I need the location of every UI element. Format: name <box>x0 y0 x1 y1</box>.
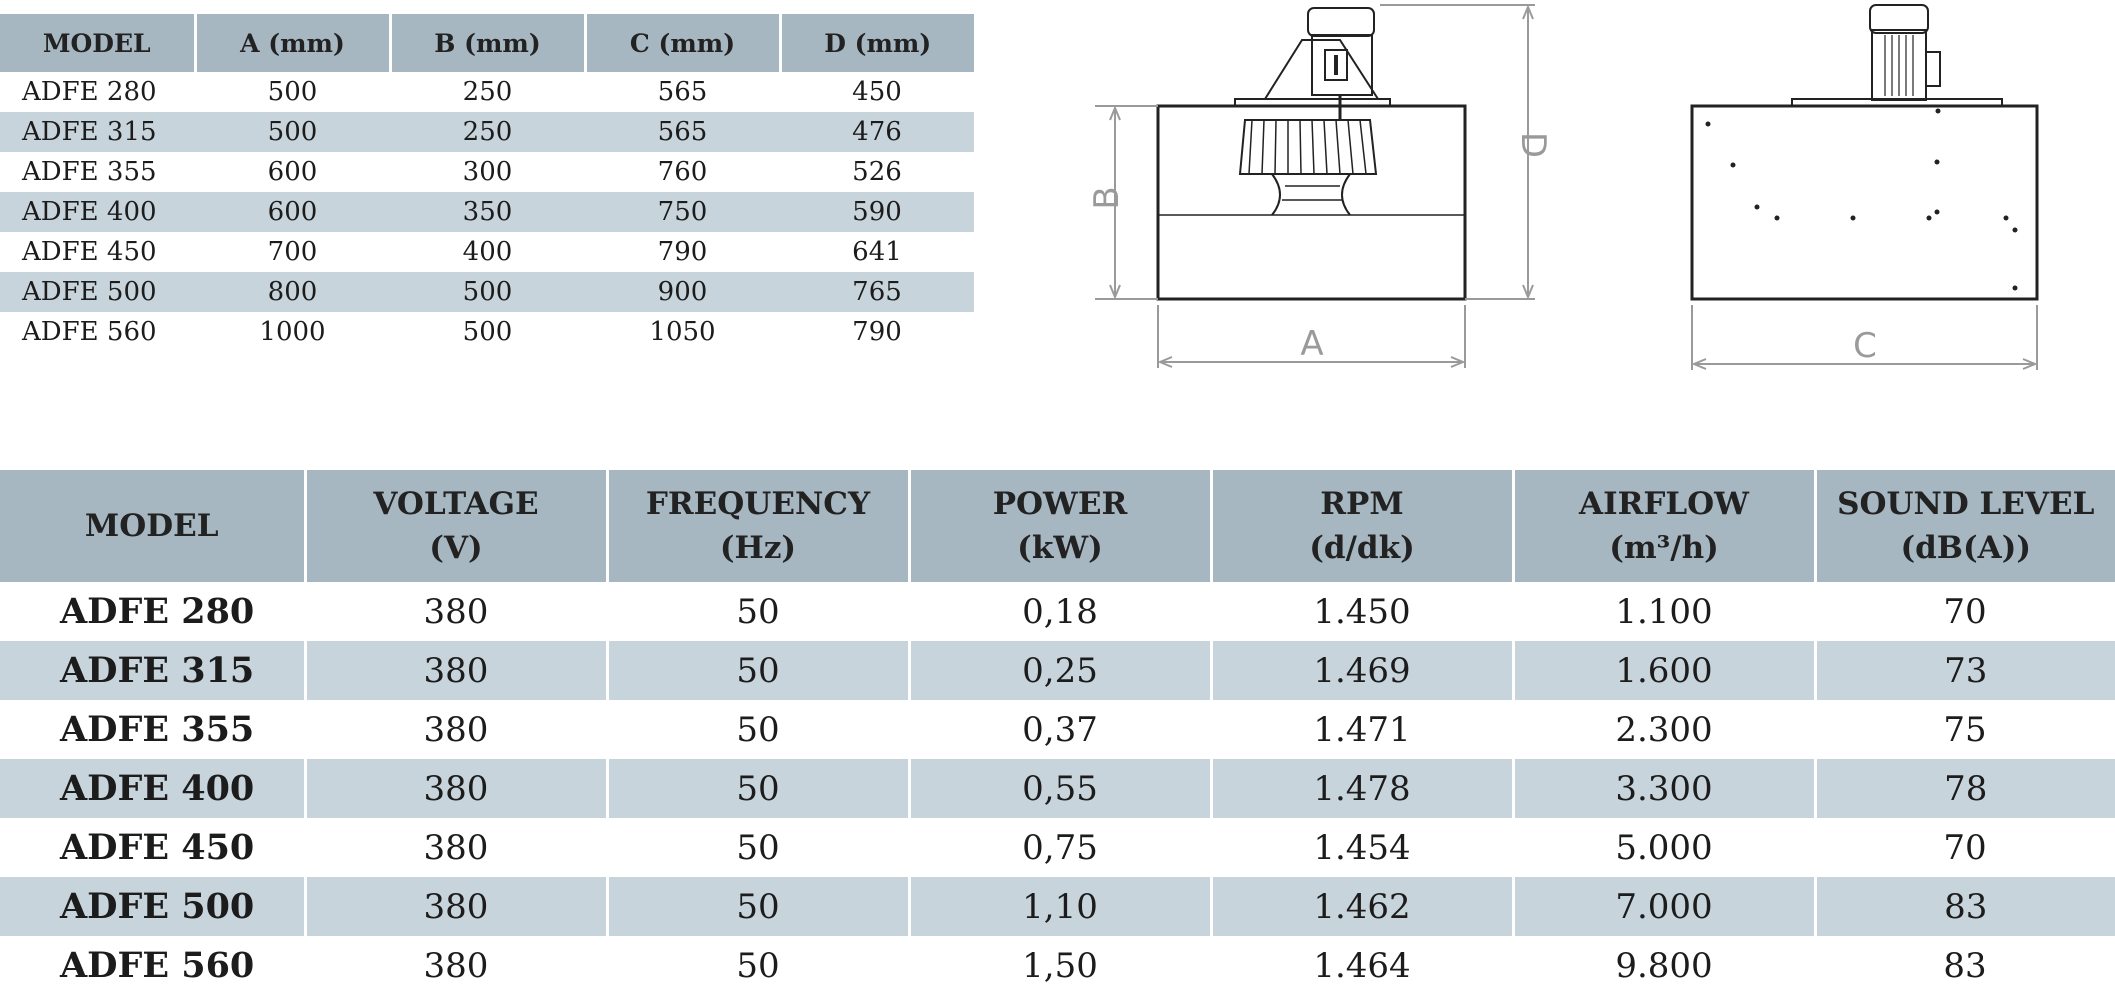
c-cell: 750 <box>585 192 780 232</box>
table-row <box>0 192 974 232</box>
rpm-cell: 1.478 <box>1211 759 1513 818</box>
c-cell: 900 <box>585 272 780 312</box>
specifications-header-row <box>0 470 2115 582</box>
a-cell: 500 <box>267 77 318 107</box>
b-cell: 250 <box>462 77 513 107</box>
spec-header-rpm: RPM (d/dk) <box>1211 470 1513 582</box>
c-cell: 565 <box>657 77 708 107</box>
spec-header-airflow: AIRFLOW (m³/h) <box>1513 470 1815 582</box>
b-cell: 350 <box>390 192 585 232</box>
airflow-cell: 1.100 <box>1615 591 1713 632</box>
d-cell: 641 <box>852 237 902 267</box>
table-row <box>0 112 974 152</box>
a-cell: 700 <box>267 237 318 267</box>
front-view <box>1158 8 1465 299</box>
d-cell: 526 <box>852 157 902 187</box>
dim-header-c: C (mm) <box>585 14 780 72</box>
voltage-cell: 380 <box>305 759 607 818</box>
table-row <box>0 700 2115 759</box>
dim-header-a: A (mm) <box>195 14 390 72</box>
voltage-cell: 380 <box>423 827 489 868</box>
spec-header-frequency: FREQUENCY (Hz) <box>607 470 909 582</box>
voltage-cell: 380 <box>423 945 489 986</box>
d-cell: 590 <box>780 192 974 232</box>
frequency-cell: 50 <box>736 945 780 986</box>
a-cell: 800 <box>195 272 390 312</box>
b-cell: 400 <box>462 237 513 267</box>
sound-level-cell: 75 <box>1943 709 1987 750</box>
airflow-cell: 9.800 <box>1615 945 1713 986</box>
model-cell: ADFE 400 <box>0 759 305 818</box>
voltage-cell: 380 <box>423 591 489 632</box>
c-cell: 760 <box>657 157 708 187</box>
rpm-cell: 1.464 <box>1313 945 1411 986</box>
power-cell: 0,18 <box>1022 591 1098 632</box>
dimensions-header-row <box>0 14 974 72</box>
b-cell: 300 <box>462 157 513 187</box>
power-cell: 0,25 <box>909 641 1211 700</box>
model-cell: ADFE 450 <box>60 827 255 868</box>
model-cell: ADFE 560 <box>60 945 255 986</box>
spec-header-voltage: VOLTAGE (V) <box>305 470 607 582</box>
dim-header-model: MODEL <box>0 14 195 72</box>
power-cell: 0,75 <box>1022 827 1098 868</box>
power-cell: 0,55 <box>909 759 1211 818</box>
model-cell: ADFE 355 <box>60 709 255 750</box>
b-cell: 500 <box>390 272 585 312</box>
table-row <box>0 272 974 312</box>
airflow-cell: 2.300 <box>1615 709 1713 750</box>
airflow-cell: 5.000 <box>1615 827 1713 868</box>
d-cell: 790 <box>852 317 902 347</box>
d-cell: 450 <box>852 77 902 107</box>
dimension-label-a: A <box>1300 324 1324 364</box>
dim-header-b: B (mm) <box>390 14 585 72</box>
model-cell: ADFE 560 <box>22 317 157 347</box>
rpm-cell: 1.450 <box>1313 591 1411 632</box>
specifications-table <box>0 470 2115 995</box>
d-cell: 765 <box>780 272 974 312</box>
frequency-cell: 50 <box>736 709 780 750</box>
b-cell: 500 <box>462 317 513 347</box>
sound-level-cell: 73 <box>1815 641 2115 700</box>
dim-header-d: D (mm) <box>780 14 974 72</box>
a-cell: 600 <box>267 157 318 187</box>
table-row <box>0 936 2115 995</box>
table-row <box>0 232 974 272</box>
table-row <box>0 152 974 192</box>
table-row <box>0 877 2115 936</box>
sound-level-cell: 83 <box>1943 945 1987 986</box>
frequency-cell: 50 <box>736 591 780 632</box>
frequency-cell: 50 <box>607 759 909 818</box>
dimension-label-d: D <box>1513 131 1553 159</box>
airflow-cell: 1.600 <box>1513 641 1815 700</box>
c-cell: 1050 <box>649 317 716 347</box>
model-cell: ADFE 400 <box>0 192 195 232</box>
table-row <box>0 818 2115 877</box>
sound-level-cell: 70 <box>1943 591 1987 632</box>
voltage-cell: 380 <box>305 641 607 700</box>
frequency-cell: 50 <box>607 877 909 936</box>
model-cell: ADFE 450 <box>22 237 157 267</box>
model-cell: ADFE 280 <box>60 591 255 632</box>
a-cell: 1000 <box>259 317 326 347</box>
frequency-cell: 50 <box>607 641 909 700</box>
a-cell: 600 <box>195 192 390 232</box>
power-cell: 1,10 <box>909 877 1211 936</box>
side-view <box>1692 5 2037 299</box>
model-cell: ADFE 315 <box>0 641 305 700</box>
fan-technical-drawing <box>1040 0 2115 390</box>
rpm-cell: 1.469 <box>1211 641 1513 700</box>
model-cell: ADFE 500 <box>0 272 195 312</box>
airflow-cell: 3.300 <box>1513 759 1815 818</box>
table-row <box>0 759 2115 818</box>
sound-level-cell: 83 <box>1815 877 2115 936</box>
voltage-cell: 380 <box>305 877 607 936</box>
table-row <box>0 72 974 112</box>
d-cell: 476 <box>780 112 974 152</box>
model-cell: ADFE 500 <box>0 877 305 936</box>
model-cell: ADFE 280 <box>22 77 157 107</box>
dimensions-table <box>0 14 974 352</box>
dimension-label-c: C <box>1853 326 1877 366</box>
dimension-label-b: B <box>1087 186 1127 210</box>
model-cell: ADFE 315 <box>0 112 195 152</box>
voltage-cell: 380 <box>423 709 489 750</box>
airflow-cell: 7.000 <box>1513 877 1815 936</box>
a-cell: 500 <box>195 112 390 152</box>
table-row <box>0 641 2115 700</box>
rpm-cell: 1.462 <box>1211 877 1513 936</box>
spec-header-model: MODEL <box>0 470 305 582</box>
c-cell: 565 <box>585 112 780 152</box>
c-cell: 790 <box>657 237 708 267</box>
frequency-cell: 50 <box>736 827 780 868</box>
rpm-cell: 1.471 <box>1313 709 1411 750</box>
table-row <box>0 582 2115 641</box>
spec-header-sound-level: SOUND LEVEL (dB(A)) <box>1815 470 2115 582</box>
rpm-cell: 1.454 <box>1313 827 1411 868</box>
sound-level-cell: 70 <box>1943 827 1987 868</box>
power-cell: 0,37 <box>1022 709 1098 750</box>
power-cell: 1,50 <box>1022 945 1098 986</box>
table-row <box>0 312 974 352</box>
sound-level-cell: 78 <box>1815 759 2115 818</box>
model-cell: ADFE 355 <box>22 157 157 187</box>
b-cell: 250 <box>390 112 585 152</box>
spec-header-power: POWER (kW) <box>909 470 1211 582</box>
